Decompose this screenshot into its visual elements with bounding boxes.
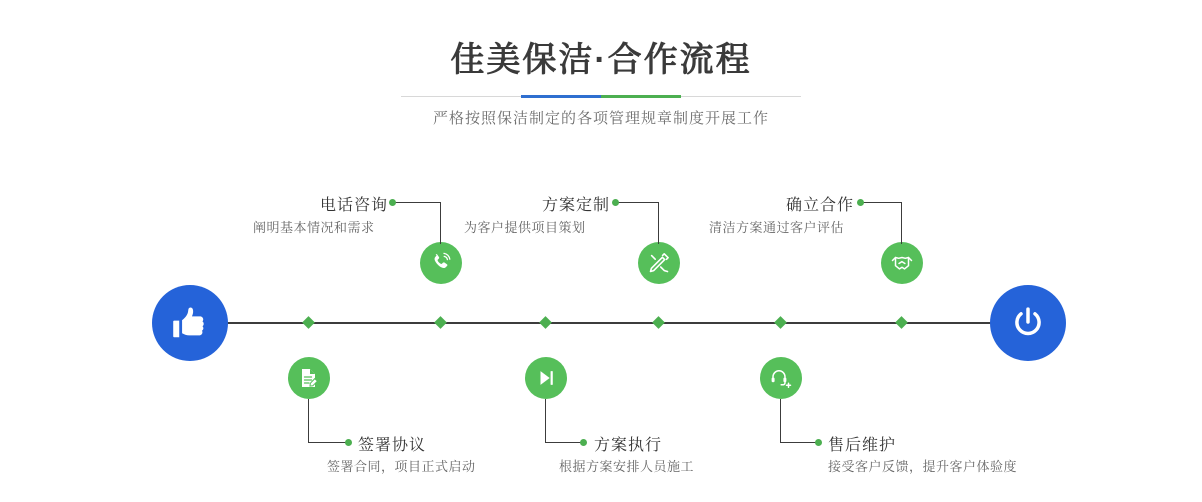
document-edit-icon: [297, 366, 321, 390]
phone-call-icon: [429, 251, 453, 275]
handshake-icon: [890, 251, 914, 275]
connector-line-5-vertical: [901, 202, 902, 244]
axis-node-6: [774, 316, 787, 329]
axis-node-5: [895, 316, 908, 329]
connector-line-6-horizontal: [780, 442, 817, 443]
step-desc-phone-consult: 阐明基本情况和需求: [253, 220, 375, 235]
axis-node-3: [652, 316, 665, 329]
step-title-sign-agreement: 签署协议: [358, 437, 427, 454]
connector-line-1-horizontal: [393, 202, 441, 203]
step-desc-after-sales: 接受客户反馈，提升客户体验度: [828, 459, 1018, 474]
step-desc-sign-agreement: 签署合同，项目正式启动: [327, 459, 476, 474]
title-divider: [0, 95, 1202, 99]
axis-node-2: [302, 316, 315, 329]
step-title-phone-consult: 电话咨询: [320, 197, 389, 214]
step-title-confirm-cooperation: 确立合作: [786, 197, 855, 214]
step-desc-plan-execute: 根据方案安排人员施工: [559, 459, 695, 474]
support-agent-icon: [769, 366, 793, 390]
play-next-icon: [535, 367, 557, 389]
connector-dot-4: [580, 439, 587, 446]
step-title-plan-customize: 方案定制: [542, 197, 611, 214]
step-icon-phone-consult: [420, 242, 462, 284]
connector-line-6-vertical: [780, 399, 781, 442]
axis-node-4: [539, 316, 552, 329]
page-title: 佳美保洁·合作流程: [450, 41, 752, 79]
step-desc-plan-customize: 为客户提供项目策划: [464, 220, 586, 235]
timeline-start-node: [152, 285, 228, 361]
axis-node-1: [434, 316, 447, 329]
step-icon-after-sales: [760, 357, 802, 399]
page-subtitle: 严格按照保洁制定的各项管理规章制度开展工作: [432, 110, 769, 127]
step-icon-plan-customize: [638, 242, 680, 284]
step-title-after-sales: 售后维护: [828, 437, 897, 454]
pen-ruler-icon: [647, 251, 671, 275]
connector-dot-5: [857, 199, 864, 206]
connector-line-4-horizontal: [545, 442, 583, 443]
connector-dot-6: [815, 439, 822, 446]
connector-line-2-vertical: [308, 399, 309, 442]
connector-line-1-vertical: [440, 202, 441, 244]
thumbs-up-icon: [171, 304, 209, 342]
connector-line-5-horizontal: [861, 202, 902, 203]
connector-line-2-horizontal: [308, 442, 348, 443]
connector-dot-1: [389, 199, 396, 206]
timeline-axis: [190, 322, 1035, 324]
connector-line-3-horizontal: [616, 202, 659, 203]
step-icon-confirm-cooperation: [881, 242, 923, 284]
connector-dot-3: [612, 199, 619, 206]
power-icon: [1009, 304, 1047, 342]
timeline-end-node: [990, 285, 1066, 361]
step-desc-confirm-cooperation: 清洁方案通过客户评估: [709, 220, 845, 235]
divider-accent-blue: [521, 95, 601, 98]
connector-dot-2: [345, 439, 352, 446]
step-icon-sign-agreement: [288, 357, 330, 399]
connector-line-3-vertical: [658, 202, 659, 244]
step-title-plan-execute: 方案执行: [594, 437, 663, 454]
step-icon-plan-execute: [525, 357, 567, 399]
connector-line-4-vertical: [545, 399, 546, 442]
